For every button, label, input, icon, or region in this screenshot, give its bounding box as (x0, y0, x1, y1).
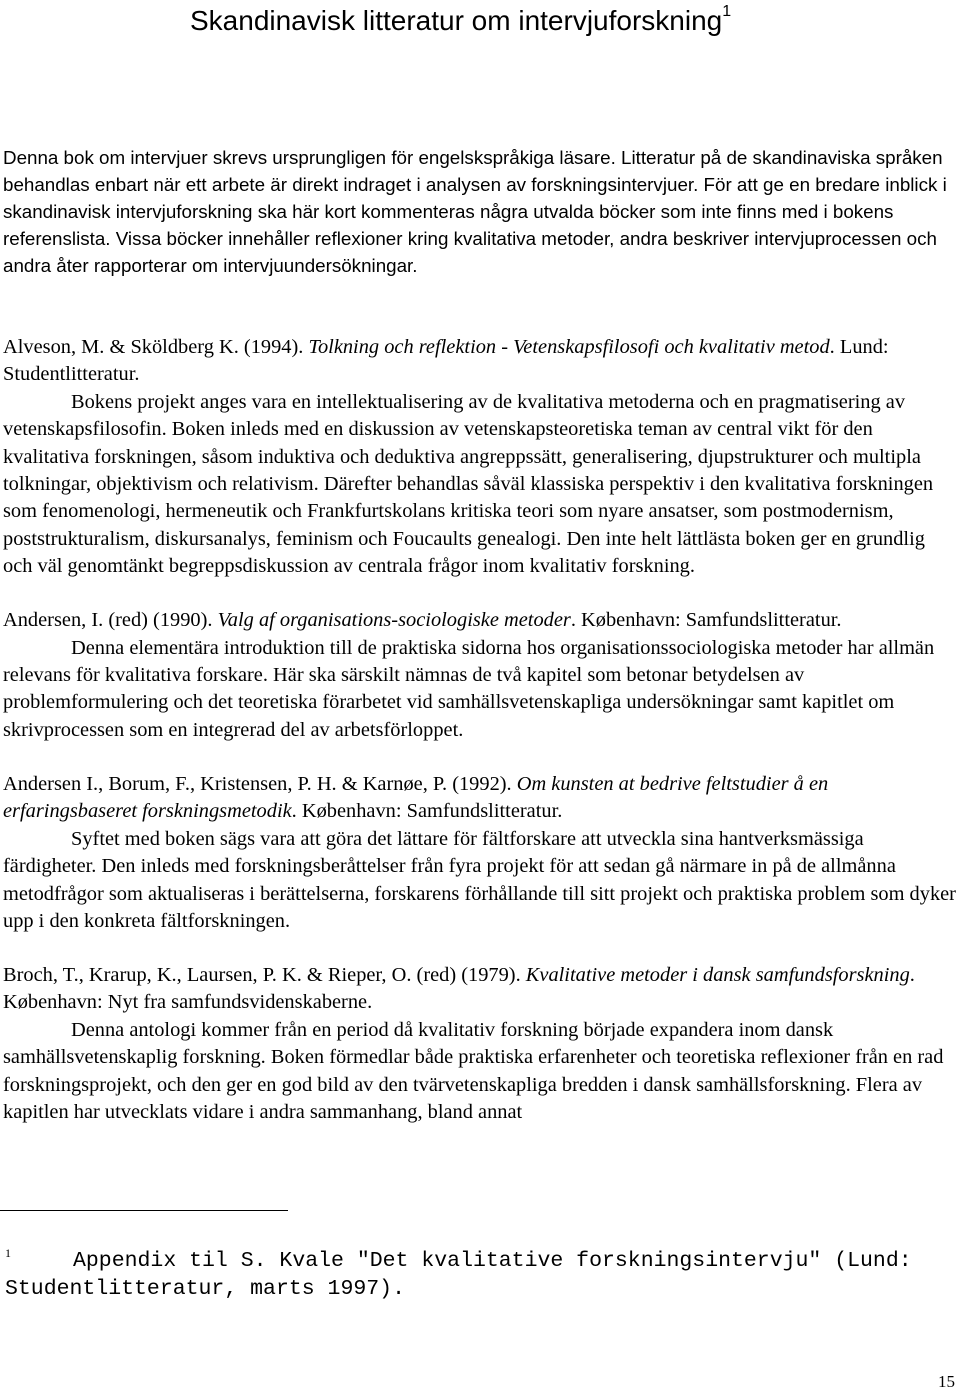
reference-list (3, 334, 958, 1153)
page-number: 15 (938, 1372, 955, 1391)
reference-publisher: . København: Nyt fra samfundsvidenskaberne. (3, 963, 915, 1014)
reference-entry (3, 771, 958, 935)
reference-citation (3, 771, 958, 826)
reference-citation (3, 334, 958, 389)
reference-title: Valg af organisations-sociologiske metoder (217, 609, 571, 632)
footnote-divider (0, 1210, 288, 1211)
reference-description: Denna antologi kommer från en period då kvalitativ forskning började expandera inom dansk samhällsvetenskaplig forskning. Boken förmedlar både praktiska erfarenheter och teoretiska reflexioner från en rad forskningsprojekt, och den ger en god bild av den tvärvetenskapliga bredden i dansk samhällsforskning. Flera av kapitlen har utvecklats vidare i andra sammanhang, bland annat (3, 1018, 944, 1123)
reference-entry (3, 962, 958, 1126)
reference-citation (3, 607, 958, 634)
reference-authors: Alveson, M. & Sköldberg K. (1994). (3, 336, 309, 358)
reference-publisher: . København: Samfundslitteratur. (570, 609, 842, 632)
reference-authors: Andersen I., Borum, F., Kristensen, P. H. & Karnøe, P. (1992). (3, 772, 517, 795)
title-text: Skandinavisk litteratur om intervjuforskning (190, 5, 723, 36)
footnote-mark: 1 (5, 1246, 11, 1260)
reference-title: Om kunsten at bedrive feltstudier å en erfaringsbaseret forskningsmetodik (3, 772, 829, 823)
reference-description: Syftet med boken sägs vara att göra det lättare för fältforskare att utveckla sina hantverksmässiga färdigheter. Den inleds med forskningsberåttelser från fyra projekt för att sedan gå närmare in på de allmånna metodfrågor som aktualiseras i berättelserna, forskarens förhållande till sitt projekt och praktiska problem som dyker upp i den konkreta fältforskningen. (3, 827, 956, 932)
reference-entry (3, 607, 958, 744)
footnote-text: Appendix til S. Kvale "Det kvalitative forskningsintervju" (Lund: Studentlitteratur, marts 1997). (5, 1249, 912, 1301)
reference-citation (3, 962, 958, 1017)
reference-description: Denna elementära introduktion till de praktiska sidorna hos organisationssociologiska metoder har allmän relevans för kvalitativa forskare. Här ska särskilt nämnas de två kapitel som betonar betydelsen av problemformulering och det teoretiska förarbetet vid samhällsvetenskapliga undersökningar samt kapitlet om skrivprocessen som en integrerad del av arbetsförloppet. (3, 636, 935, 741)
page-title (190, 4, 731, 38)
title-footnote-mark: 1 (722, 3, 732, 20)
reference-entry (3, 334, 958, 581)
reference-authors: Andersen, I. (red) (1990). (3, 609, 218, 632)
reference-description: Bokens projekt anges vara en intellektualisering av de kvalitativa metoderna och en pragmatisering av vetenskapsfilosofin. Boken inleds med en diskussion av vetenskapsteoretiska teman av central vikt för den kvalitativa forskningen, såsom induktiva och deduktiva angreppssätt, generalisering, djupstrukturer och multipla tolkningar, objektivism och relativism. Därefter behandlas såväl klassiska perspektiv i den kvalitativa forskningen som fenomenologi, hermeneutik och Frankfurtskolans kritiska teori som nyare ansatser, som postmodernism, poststrukturalism, diskursanalys, feminism och Foucaults genealogi. Den inte helt lättlästa boken ger en grundlig och väl genomtänkt begreppsdiskussion av centrala frågor inom kvalitativ forskning. (3, 390, 934, 578)
reference-title: Tolkning och reflektion - Vetenskapsfilosofi och kvalitativ metod (308, 336, 830, 358)
intro-paragraph: Denna bok om intervjuer skrevs ursprungligen för engelskspråkiga läsare. Litteratur på de skandinaviska språken behandlas enbart när ett arbete är direkt indraget i analysen av forskningsintervjuer. För att ge en bredare inblick i skandinavisk intervjuforskning ska här kort kommenteras några utvalda böcker som inte finns med i bokens referenslista. Vissa böcker innehåller reflexioner kring kvalitativa metoder, andra beskriver intervjuprocessen och andra åter rapporterar om intervjuundersökningar. (3, 147, 947, 276)
reference-publisher: . København: Samfundslitteratur. (291, 800, 563, 823)
reference-title: Kvalitative metoder i dansk samfundsforskning (525, 963, 910, 986)
reference-publisher: . Lund: Studentlitteratur. (3, 336, 889, 386)
reference-authors: Broch, T., Krarup, K., Laursen, P. K. & Rieper, O. (red) (1979). (3, 963, 526, 986)
